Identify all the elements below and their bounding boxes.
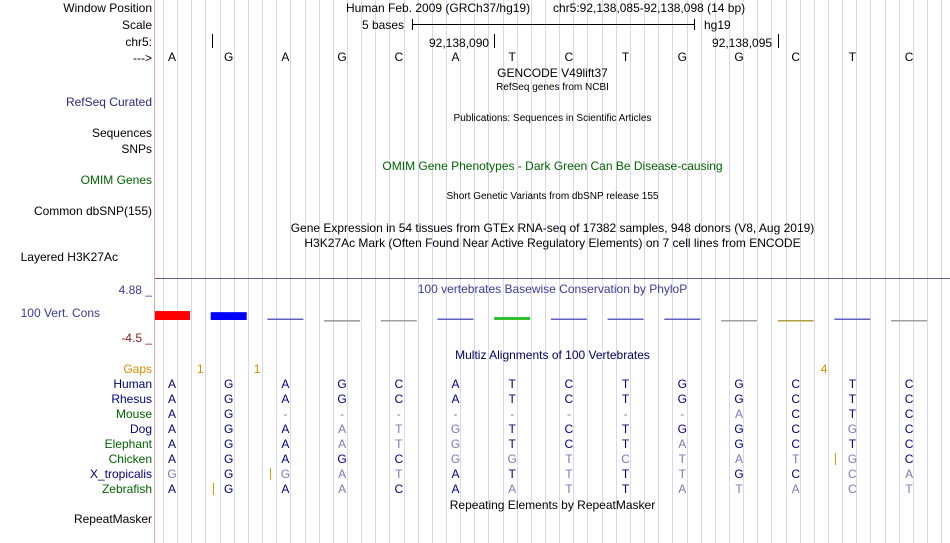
insertion-marker (835, 453, 836, 465)
alignment-base: T (848, 377, 857, 391)
insertion-marker (270, 468, 271, 480)
alignment-base: A (451, 392, 460, 406)
alignment-base: G (224, 437, 234, 451)
phylop-bar (438, 319, 474, 321)
reference-base: G (734, 50, 744, 64)
phylop-bar (551, 319, 587, 321)
alignment-base: C (564, 392, 574, 406)
alignment-base: G (677, 392, 687, 406)
alignment-base: A (167, 407, 176, 421)
alignment-base: G (734, 437, 744, 451)
assembly-title: Human Feb. 2009 (GRCh37/hg19) (346, 1, 531, 15)
alignment-base: G (677, 422, 687, 436)
ruler-coord-2: 92,138,095 (712, 36, 773, 50)
dbsnp-track-label[interactable]: Common dbSNP(155) (33, 204, 152, 218)
reference-base: G (677, 50, 687, 64)
alignment-base: C (791, 437, 801, 451)
phylop-min-label: -4.5 _ (121, 331, 152, 345)
phylop-bar (834, 319, 870, 321)
alignment-base: G (507, 452, 517, 466)
alignment-base: - (510, 407, 515, 421)
alignment-base: G (847, 452, 858, 466)
alignment-base: G (450, 452, 461, 466)
alignment-base: A (338, 482, 347, 496)
phylop-title[interactable]: 100 vertebrates Basewise Conservation by PhyloP (417, 282, 688, 296)
track-label-column (0, 0, 154, 543)
alignment-base: G (224, 482, 234, 496)
gtex-title[interactable]: Gene Expression in 54 tissues from GTEx RNA-seq of 17382 samples, 948 donors (V8, Aug 2019) (290, 221, 815, 235)
alignment-base: C (848, 467, 857, 481)
alignment-base: - (680, 407, 685, 421)
alignment-base: A (338, 467, 347, 481)
alignment-base: A (281, 437, 290, 451)
alignment-base: T (848, 407, 857, 421)
alignment-base: A (167, 422, 176, 436)
alignment-base: G (167, 467, 177, 481)
species-label-dog[interactable]: Dog (129, 422, 152, 436)
alignment-base: C (904, 407, 914, 421)
ruler-tick (494, 34, 495, 48)
alignment-base: C (904, 437, 914, 451)
alignment-base: G (337, 452, 347, 466)
gap-count: 1 (253, 362, 261, 376)
alignment-base: T (508, 437, 516, 451)
alignment-base: - (340, 407, 345, 421)
alignment-base: T (678, 452, 686, 466)
alignment-base: A (734, 407, 743, 421)
position-range: chr5:92,138,085-92,138,098 (14 bp) (553, 1, 746, 15)
alignment-base: A (338, 437, 347, 451)
reference-base: T (848, 50, 857, 64)
species-label-human[interactable]: Human (113, 377, 152, 391)
alignment-base: C (904, 452, 914, 466)
phylop-bar (608, 319, 644, 321)
reference-base: T (621, 50, 630, 64)
alignment-base: T (395, 437, 403, 451)
assembly-short-name: hg19 (704, 18, 731, 32)
phylop-bar (267, 319, 303, 321)
alignment-base: T (735, 482, 743, 496)
alignment-base: A (791, 482, 800, 496)
alignment-base: T (508, 392, 516, 406)
phylop-bar (778, 320, 814, 322)
alignment-base: G (734, 422, 744, 436)
scale-label: Scale (121, 18, 152, 32)
insertion-marker (213, 483, 214, 495)
alignment-base: G (337, 377, 347, 391)
alignment-base: T (621, 377, 630, 391)
refseq-title[interactable]: RefSeq genes from NCBI (496, 82, 609, 93)
alignment-base: T (621, 467, 630, 481)
alignment-base: A (281, 452, 290, 466)
scale-text: 5 bases (362, 18, 405, 32)
phylop-bar (494, 317, 530, 320)
alignment-base: T (621, 437, 630, 451)
gaps-label: Gaps (123, 362, 152, 376)
browser-image[interactable] (155, 0, 950, 543)
alignment-base: A (451, 482, 460, 496)
reference-base: C (904, 50, 914, 64)
alignment-base: C (904, 422, 914, 436)
alignment-base: C (791, 422, 801, 436)
reference-base: T (508, 50, 516, 64)
alignment-base: A (905, 467, 914, 481)
scale-bar-left-end (412, 19, 413, 30)
alignment-base: T (621, 422, 630, 436)
reference-base: A (167, 50, 176, 64)
alignment-base: A (167, 377, 176, 391)
species-label-chicken[interactable]: Chicken (108, 452, 152, 466)
alignment-base: A (281, 377, 290, 391)
phylop-bar (381, 320, 417, 322)
alignment-base: A (281, 422, 290, 436)
alignment-base: T (565, 467, 573, 481)
alignment-base: - (623, 407, 628, 421)
repeatmasker-track-label[interactable]: RepeatMasker (73, 512, 152, 526)
alignment-base: A (338, 422, 347, 436)
alignment-base: G (224, 407, 234, 421)
alignment-base: A (451, 377, 460, 391)
ruler-tick (778, 34, 779, 48)
h3k27ac-track-label[interactable]: Layered H3K27Ac (20, 250, 118, 264)
alignment-base: C (621, 452, 630, 466)
alignment-base: A (167, 482, 176, 496)
species-label-zebrafish[interactable]: Zebrafish (101, 482, 152, 496)
alignment-base: G (337, 392, 347, 406)
scale-bar (412, 24, 695, 25)
alignment-base: G (847, 422, 858, 436)
gencode-title[interactable]: GENCODE V49lift37 (497, 66, 608, 80)
alignment-base: T (508, 467, 516, 481)
alignment-base: G (224, 452, 234, 466)
alignment-base: - (566, 407, 571, 421)
alignment-base: C (791, 377, 801, 391)
gap-count: 4 (820, 362, 828, 376)
strand-arrow-label[interactable]: ---> (133, 51, 152, 65)
alignment-base: G (224, 467, 234, 481)
cons-track-label[interactable]: 100 Vert. Cons (20, 306, 100, 320)
ruler-coord-1: 92,138,090 (429, 36, 490, 50)
sequences-track-label[interactable]: Sequences (91, 126, 152, 140)
alignment-base: G (734, 467, 744, 481)
track-separator (155, 278, 950, 279)
species-label-mouse[interactable]: Mouse (115, 407, 152, 421)
publications-title[interactable]: Publications: Sequences in Scientific Articles (453, 113, 652, 124)
alignment-base: T (565, 452, 573, 466)
alignment-base: T (848, 392, 857, 406)
chrom-label: chr5: (125, 35, 152, 49)
reference-base: C (394, 50, 404, 64)
phylop-bar (891, 320, 927, 322)
reference-base: C (791, 50, 801, 64)
alignment-base: T (565, 482, 573, 496)
alignment-base: T (905, 482, 913, 496)
alignment-base: T (621, 482, 630, 496)
reference-base: A (281, 50, 290, 64)
multiz-title[interactable]: Multiz Alignments of 100 Vertebrates (455, 348, 650, 362)
alignment-base: C (904, 392, 914, 406)
alignment-base: G (734, 392, 744, 406)
phylop-bar (664, 319, 700, 321)
alignment-base: G (224, 392, 234, 406)
alignment-base: C (564, 377, 574, 391)
reference-base: G (337, 50, 347, 64)
refseq-track-label[interactable]: RefSeq Curated (65, 95, 152, 109)
alignment-base: C (394, 377, 404, 391)
h3k27ac-title[interactable]: H3K27Ac Mark (Often Found Near Active Regulatory Elements) on 7 cell lines from ENCODE (304, 236, 801, 250)
phylop-bar (721, 320, 757, 322)
species-label-elephant[interactable]: Elephant (104, 437, 152, 451)
alignment-base: C (394, 452, 404, 466)
alignment-base: A (678, 482, 687, 496)
alignment-base: C (564, 437, 574, 451)
species-label-rhesus[interactable]: Rhesus (111, 392, 152, 406)
repeatmasker-title[interactable]: Repeating Elements by RepeatMasker (449, 498, 656, 512)
alignment-base: - (396, 407, 401, 421)
alignment-base: C (564, 422, 574, 436)
reference-base: G (224, 50, 234, 64)
gap-count: 1 (197, 362, 204, 376)
alignment-base: C (791, 467, 801, 481)
omim-title[interactable]: OMIM Gene Phenotypes - Dark Green Can Be Disease-causing (382, 159, 723, 173)
alignment-base: T (792, 452, 800, 466)
alignment-base: A (281, 392, 290, 406)
alignment-base: A (167, 392, 176, 406)
alignment-base: G (224, 377, 234, 391)
reference-base: C (564, 50, 574, 64)
alignment-base: C (394, 482, 404, 496)
alignment-base: A (508, 482, 517, 496)
alignment-base: G (280, 467, 291, 481)
alignment-base: T (508, 377, 516, 391)
dbsnp-title[interactable]: Short Genetic Variants from dbSNP release 155 (446, 191, 659, 202)
phylop-bar (155, 311, 190, 320)
reference-base: A (451, 50, 460, 64)
alignment-base: A (678, 437, 687, 451)
snps-track-label[interactable]: SNPs (121, 142, 152, 156)
alignment-base: A (167, 437, 176, 451)
alignment-base: A (281, 482, 290, 496)
alignment-base: G (734, 377, 744, 391)
alignment-base: A (167, 452, 176, 466)
alignment-base: C (394, 392, 404, 406)
alignment-base: C (791, 392, 801, 406)
alignment-base: A (451, 467, 460, 481)
alignment-base: G (224, 422, 234, 436)
alignment-base: T (395, 422, 403, 436)
phylop-max-label: 4.88 _ (118, 283, 152, 297)
window-position-label: Window Position (63, 1, 152, 15)
alignment-base: T (678, 467, 686, 481)
alignment-base: C (848, 482, 857, 496)
alignment-base: C (904, 377, 914, 391)
scale-bar-right-end (694, 19, 695, 30)
ruler-tick (212, 34, 213, 48)
species-label-x_tropicalis[interactable]: X_tropicalis (89, 467, 152, 481)
alignment-base: T (848, 437, 857, 451)
phylop-bar (211, 312, 247, 320)
alignment-base: T (508, 422, 516, 436)
alignment-base: T (395, 467, 403, 481)
alignment-base: - (283, 407, 288, 421)
alignment-base: - (453, 407, 458, 421)
alignment-base: G (450, 437, 461, 451)
alignment-base: C (791, 407, 801, 421)
phylop-bar (324, 320, 360, 322)
phylop-graph[interactable] (155, 296, 950, 346)
alignment-base: G (450, 422, 461, 436)
alignment-base: A (734, 452, 743, 466)
alignment-base: T (621, 392, 630, 406)
alignment-base: G (677, 377, 687, 391)
omim-track-label[interactable]: OMIM Genes (80, 173, 152, 187)
